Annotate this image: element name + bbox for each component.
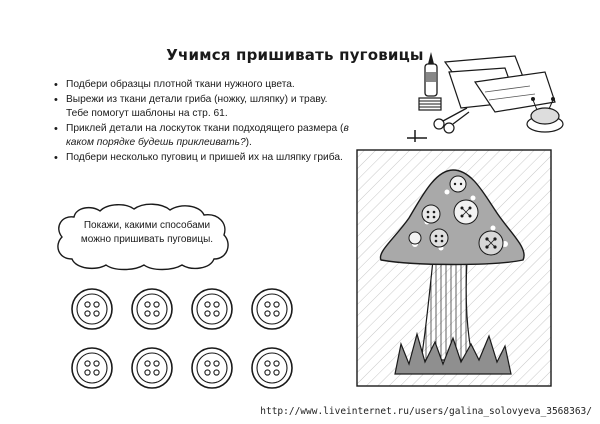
four-hole-button-icon — [190, 287, 234, 331]
four-hole-button-icon — [70, 287, 114, 331]
four-hole-button-icon — [250, 346, 294, 390]
instruction-item: • Приклей детали на лоскуток ткани подходящего размера (в каком порядке будешь приклеивать?). — [52, 122, 352, 150]
speech-cloud — [52, 203, 234, 271]
sewing-tools-icon — [405, 42, 575, 142]
instruction-item: • Вырежи из ткани детали гриба (ножку, шляпку) и траву. Тебе помогут шаблоны на стр. 61. — [52, 93, 352, 121]
four-hole-button-icon — [250, 287, 294, 331]
instruction-question: в каком порядке будешь приклеивать? — [66, 123, 349, 148]
four-hole-button-icon — [130, 287, 174, 331]
four-hole-button-icon — [70, 346, 114, 390]
four-hole-button-icon — [130, 346, 174, 390]
mushroom-fabric-icon — [355, 148, 555, 388]
source-url: http://www.liveinternet.ru/users/galina_solovyeva_3568363/ — [260, 406, 592, 417]
instruction-item: • Подбери несколько пуговиц и пришей их на шляпку гриба. — [52, 151, 352, 165]
instruction-item: • Подбери образцы плотной ткани нужного цвета. — [52, 78, 352, 92]
cloud-text: Покажи, какими способами можно пришивать пуговицы. — [80, 220, 214, 245]
four-hole-button-icon — [190, 346, 234, 390]
instruction-list — [52, 78, 352, 166]
page-title: Учимся пришивать пуговицы — [166, 46, 424, 64]
